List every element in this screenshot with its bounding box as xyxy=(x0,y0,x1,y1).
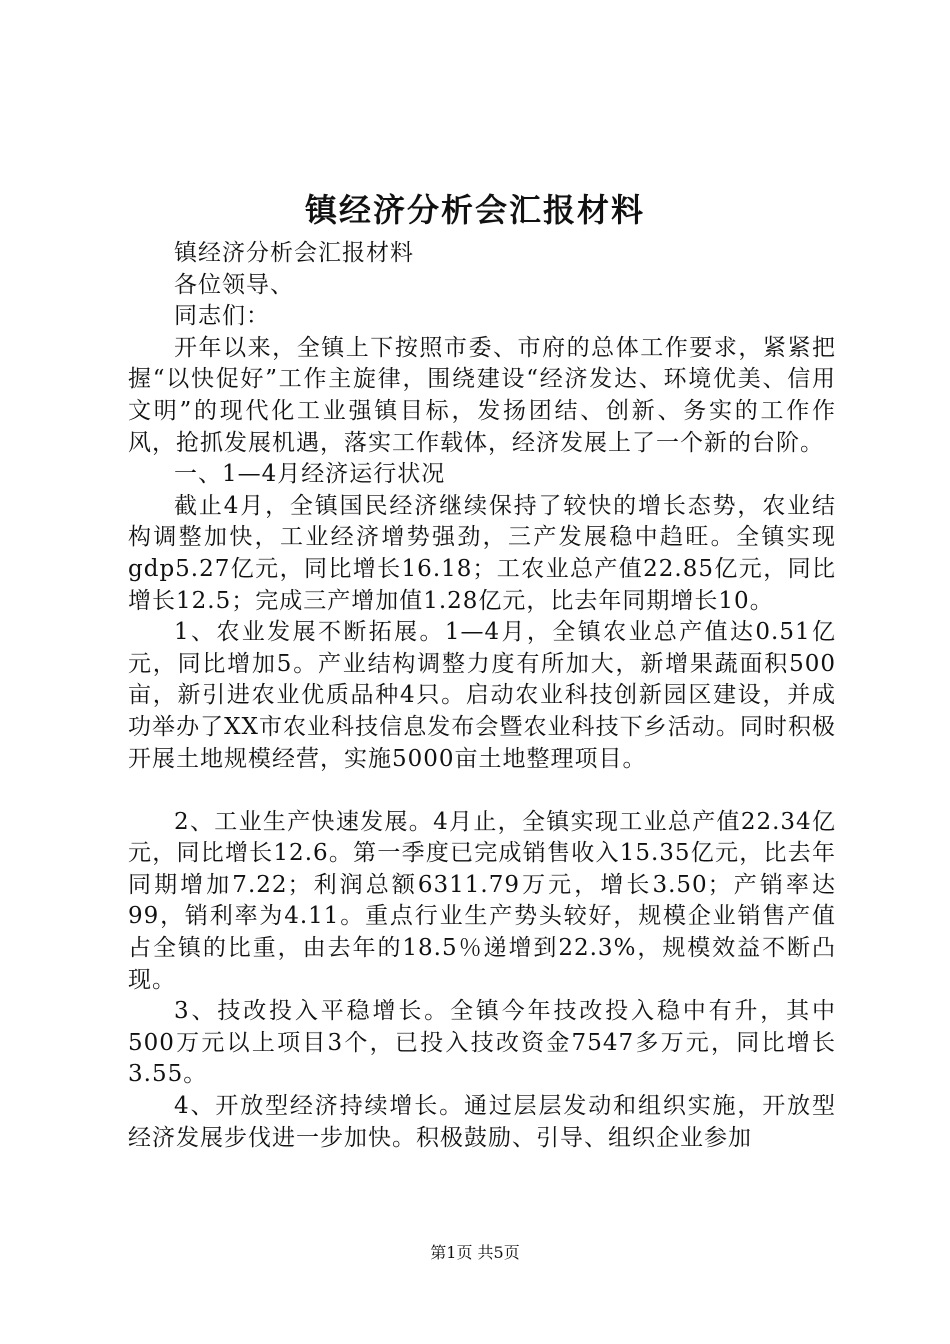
paragraph: 3、技改投入平稳增长。全镇今年技改投入稳中有升，其中500万元以上项目3个，已投入技改资金7547多万元，同比增长3.55。 xyxy=(128,998,836,1088)
section-heading: 一、1—4月经济运行状况 xyxy=(174,461,446,488)
document-body xyxy=(128,238,836,1154)
paragraph: 1、农业发展不断拓展。1—4月，全镇农业总产值达0.51亿元，同比增加5。产业结构调整力度有所加大，新增果蔬面积500亩，新引进农业优质品种4只。启动农业科技创新园区建设，并成功举办了XX市农业科技信息发布会暨农业科技下乡活动。同时积极开展土地规模经营，实施5000亩土地整理项目。 xyxy=(128,619,836,772)
document-title: 镇经济分析会汇报材料 xyxy=(304,191,645,229)
page-footer: 第1页 共5页 xyxy=(430,1243,520,1262)
paragraph: 各位领导、 xyxy=(174,271,294,298)
paragraph: 同志们： xyxy=(174,303,270,330)
paragraph: 4、开放型经济持续增长。通过层层发动和组织实施，开放型经济发展步伐进一步加快。积极鼓励、引导、组织企业参加 xyxy=(128,1093,836,1151)
paragraph: 开年以来，全镇上下按照市委、市府的总体工作要求，紧紧把握“以快促好”工作主旋律，围绕建设“经济发达、环境优美、信用文明”的现代化工业强镇目标，发扬团结、创新、务实的工作作风，抢抓发展机遇，落实工作载体，经济发展上了一个新的台阶。 xyxy=(128,334,836,456)
paragraph: 截止4月，全镇国民经济继续保持了较快的增长态势，农业结构调整加快，工业经济增势强劲，三产发展稳中趋旺。全镇实现gdp5.27亿元，同比增长16.18；工农业总产值22.85亿元，同比增长12.5；完成三产增加值1.28亿元，比去年同期增长10。 xyxy=(128,492,836,614)
paragraph: 镇经济分析会汇报材料 xyxy=(174,240,414,266)
paragraph: 2、工业生产快速发展。4月止，全镇实现工业总产值22.34亿元，同比增长12.6。第一季度已完成销售收入15.35亿元，比去年同期增加7.22；利润总额6311.79万元，增长3.50；产销率达99，销利率为4.11。重点行业生产势头较好，规模企业销售产值占全镇的比重，由去年的18.5％递增到22.3%，规模效益不断凸现。 xyxy=(128,808,836,993)
